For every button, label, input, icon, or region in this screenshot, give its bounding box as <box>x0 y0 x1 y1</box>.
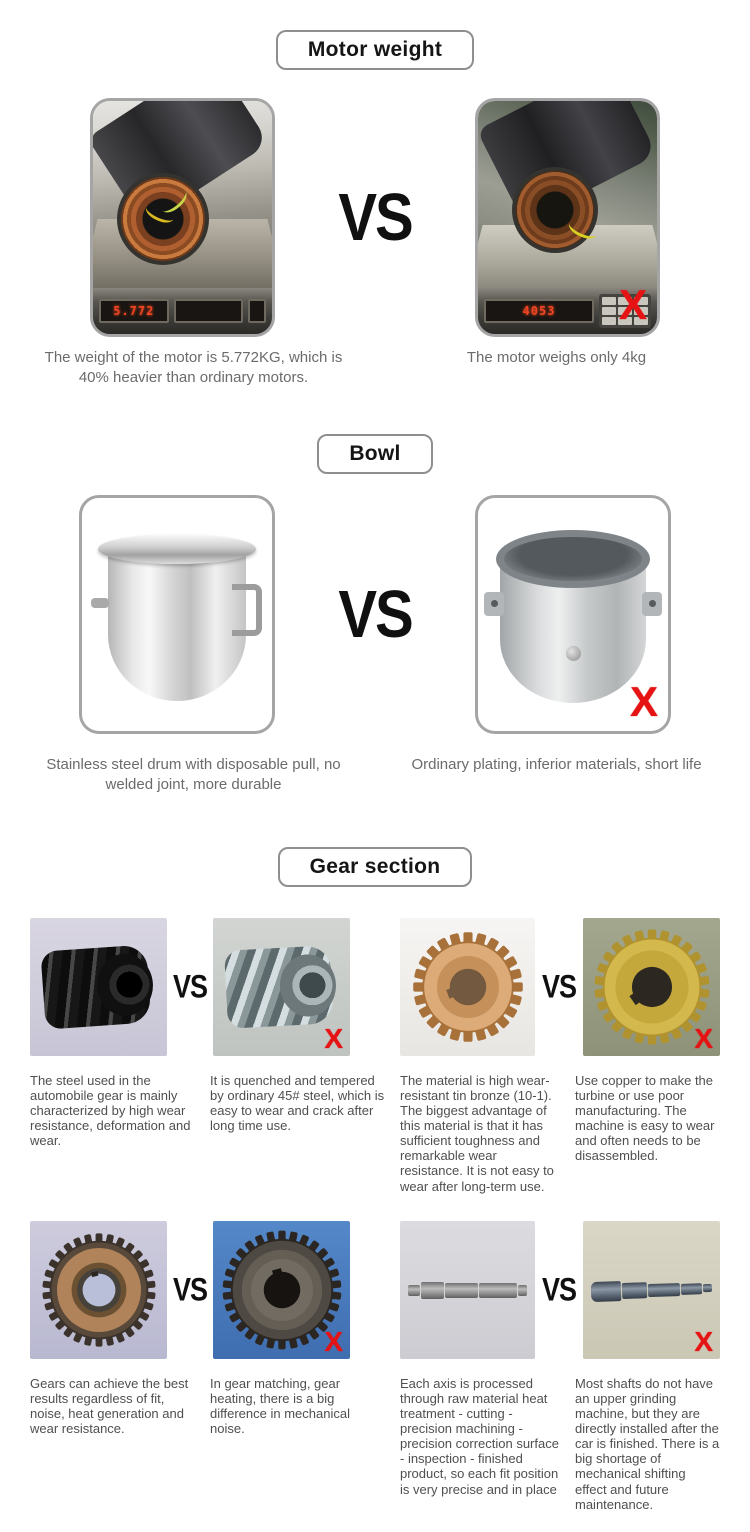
photo-plated-bowl <box>475 495 671 734</box>
motor-stator-windings <box>512 167 598 253</box>
rejected-x-mark: X <box>324 1326 343 1357</box>
gear-text: The steel used in the automobile gear is mainly characterized by high wear resistance, deformation and wear. <box>30 1073 191 1149</box>
photo-precision-shaft <box>400 1221 535 1359</box>
worm-gear-shape <box>40 944 151 1029</box>
photo-heavy-motor <box>90 98 275 337</box>
rejected-x-mark: X <box>694 1023 713 1054</box>
vs-label: VS <box>541 1271 577 1308</box>
gear-text: The material is high wear-resistant tin bronze (10-1). The biggest advantage of this material is that it has sufficient toughness and remarkable wear resistance. It is not easy to wear after long-term use. <box>400 1073 554 1194</box>
section-title-bowl: Bowl <box>317 434 432 474</box>
gear-text: Each axis is processed through raw material heat treatment - cutting - precision machining - precision correction surface - inspection - finished product, so each fit position is very precise and in place <box>400 1376 559 1497</box>
caption-plated-bowl: Ordinary plating, inferior materials, short life <box>411 756 702 773</box>
gear-text: Use copper to make the turbine or use poor manufacturing. The machine is easy to wear and often needs to be disassembled. <box>575 1073 715 1164</box>
gear-text: Most shafts do not have an upper grinding machine, but they are directly installed after the car is finished. There is a big shortage of mechanical shifting effect and future maintenance. <box>575 1376 720 1512</box>
scale-display: 5.772 <box>99 299 169 323</box>
scale-display <box>174 299 244 323</box>
photo-steel-worm-gear <box>213 918 350 1056</box>
bowl-lug <box>484 592 504 616</box>
bowl-compare-row <box>30 495 720 734</box>
gear-text: Gears can achieve the best results regardless of fit, noise, heat generation and wear resistance. <box>30 1376 189 1437</box>
rejected-x-mark: X <box>324 1023 343 1054</box>
gear-shape <box>405 924 531 1050</box>
vs-label: VS <box>338 577 412 652</box>
motor-compare-row <box>30 98 720 337</box>
gear-compare-row-2 <box>30 1221 720 1359</box>
photo-light-motor <box>475 98 660 337</box>
photo-black-worm-gear <box>30 918 167 1056</box>
worm-gear-shape <box>224 945 334 1028</box>
vs-label: VS <box>172 1271 208 1308</box>
gear-text-row-1 <box>30 1073 720 1207</box>
bowl-body <box>108 550 246 701</box>
photo-ordinary-gear <box>213 1221 350 1359</box>
gear-text-row-2 <box>30 1376 720 1512</box>
scale-display <box>248 299 266 323</box>
gear-text: It is quenched and tempered by ordinary 45# steel, which is easy to wear and crack after long time use. <box>210 1073 385 1134</box>
rejected-x-mark: X <box>694 1326 713 1357</box>
photo-ordinary-shaft <box>583 1221 720 1359</box>
gear-compare-row-1 <box>30 918 720 1056</box>
bowl-lug <box>642 592 662 616</box>
photo-copper-gear <box>583 918 720 1056</box>
bowl-pin <box>91 598 109 608</box>
scale-display: 4053 <box>484 299 594 323</box>
gear-text: In gear matching, gear heating, there is a big difference in mechanical noise. <box>210 1376 350 1437</box>
shaft-shape <box>408 1221 527 1359</box>
caption-light-motor: The motor weighs only 4kg <box>466 349 647 366</box>
photo-tin-bronze-gear <box>400 918 535 1056</box>
caption-heavy-motor: The weight of the motor is 5.772KG, which is 40% heavier than ordinary motors. <box>44 349 343 386</box>
bowl-stud <box>566 646 581 661</box>
gear-shape <box>36 1227 162 1353</box>
scale-front-panel <box>93 288 272 334</box>
caption-stainless-bowl: Stainless steel drum with disposable pull, no welded joint, more durable <box>46 756 341 793</box>
bowl-handle <box>232 584 262 636</box>
section-title-motor-weight: Motor weight <box>276 30 474 70</box>
vs-label: VS <box>541 968 577 1005</box>
vs-label: VS <box>338 180 412 255</box>
photo-stainless-bowl <box>79 495 275 734</box>
rejected-x-mark: X <box>618 281 647 328</box>
rejected-x-mark: X <box>629 678 658 725</box>
bowl-rim <box>98 534 256 564</box>
bowl-interior <box>504 537 642 581</box>
section-title-gear: Gear section <box>278 847 473 887</box>
vs-label: VS <box>172 968 208 1005</box>
photo-precision-gear <box>30 1221 167 1359</box>
